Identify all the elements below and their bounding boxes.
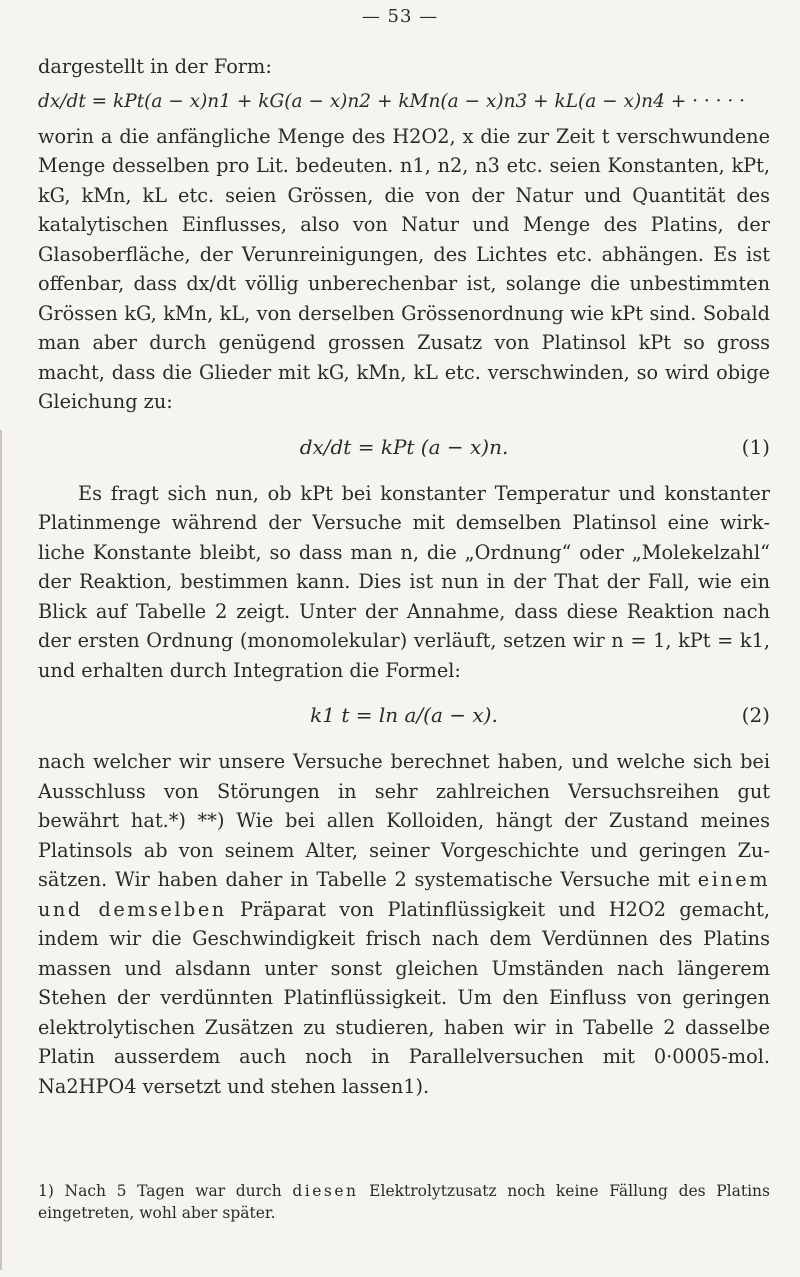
footnote-part-b: Elektrolytzusatz noch keine Fällung des Platins eingetreten, wohl aber später.: [38, 1182, 770, 1222]
equation-2: [38, 685, 770, 747]
equation-2-number: (2): [741, 703, 770, 728]
paragraph-experiments-part-b: Präparat von Platinflüssigkeit und H2O2 gemacht, indem wir die Geschwindigkeit frisch nach dem Verdünnen des Platins massen und alsdann unter sonst gleichen Umständen nach längerem Stehen der verdünnten Platinflüssigkeit. Um den Einfluss von geringen elektrolytischen Zusätzen zu studieren, haben wir in Tabelle 2 dasselbe Platin ausserdem auch noch in Parallelversuchen mit 0·0005-mol. Na2HPO4 versetzt und stehen lassen1).: [38, 897, 770, 1098]
equation-1: [38, 417, 770, 479]
page-number: — 53 —: [361, 6, 439, 27]
footnote-emphasis: diesen: [292, 1182, 359, 1200]
intro-line: dargestellt in der Form:: [38, 55, 272, 78]
footnote: [38, 1180, 770, 1224]
paragraph-experiments-part-a: nach welcher wir unsere Versuche berechnet haben, und welche sich bei Ausschluss von Störungen in sehr zahlreichen Versuchsreihen gut bewährt hat.*) **) Wie bei allen Kolloiden, hängt der Zustand meines Platinsols ab von seinem Alter, seiner Vorgeschichte und geringen Zusätzen. Wir haben daher in Tabelle 2 systematische Versuche mit: [38, 750, 770, 891]
equation-general: dx/dt = kPt(a − x)n1 + kG(a − x)n2 + kMn(a − x)n3 + kL(a − x)n4 + · · · · ·: [38, 90, 746, 112]
paragraph-definitions: worin a die anfängliche Menge des H2O2, x die zur Zeit t verschwundene Menge desselben pro Lit. bedeuten. n1, n2, n3 etc. seien Konstanten, kPt, kG, kMn, kL etc. seien Grössen, die von der Natur und Quantität des katalytischen Einflusses, also von Natur und Menge des Platins, der Glasoberfläche, der Verunreinigungen, des Lichtes etc. abhängen. Es ist offenbar, dass dx/dt völlig unberechenbar ist, solange die unbestimmten Grössen kG, kMn, kL, von derselben Grössenordnung wie kPt sind. Sobald man aber durch genügend grossen Zusatz von Platinsol kPt so gross macht, dass die Glieder mit kG, kMn, kL etc. verschwinden, so wird obige Gleichung zu:: [38, 124, 770, 413]
body-text: [38, 52, 770, 1101]
footnote-part-a: 1) Nach 5 Tagen war durch: [38, 1182, 282, 1200]
equation-1-formula: dx/dt = kPt (a − x)n.: [299, 434, 509, 459]
equation-2-formula: k1 t = ln a/(a − x).: [310, 703, 498, 728]
paragraph-experiments: [38, 747, 770, 1101]
emphasized-phrase: einem und demselben: [38, 868, 770, 921]
equation-1-number: (1): [741, 434, 770, 459]
paragraph-order: Es fragt sich nun, ob kPt bei konstanter Temperatur und konstanter Platinmenge während der Versuche mit demselben Platinsol eine wirkliche Konstante bleibt, so dass man n, die „Ordnung“ oder „Molekelzahl“ der Reaktion, bestimmen kann. Dies ist nun in der That der Fall, wie ein Blick auf Tabelle 2 zeigt. Unter der Annahme, dass diese Reaktion nach der ersten Ordnung (monomolekular) verläuft, setzen wir n = 1, kPt = k1, und erhalten durch Integration die Formel:: [38, 481, 770, 682]
binding-edge: [0, 430, 2, 1270]
